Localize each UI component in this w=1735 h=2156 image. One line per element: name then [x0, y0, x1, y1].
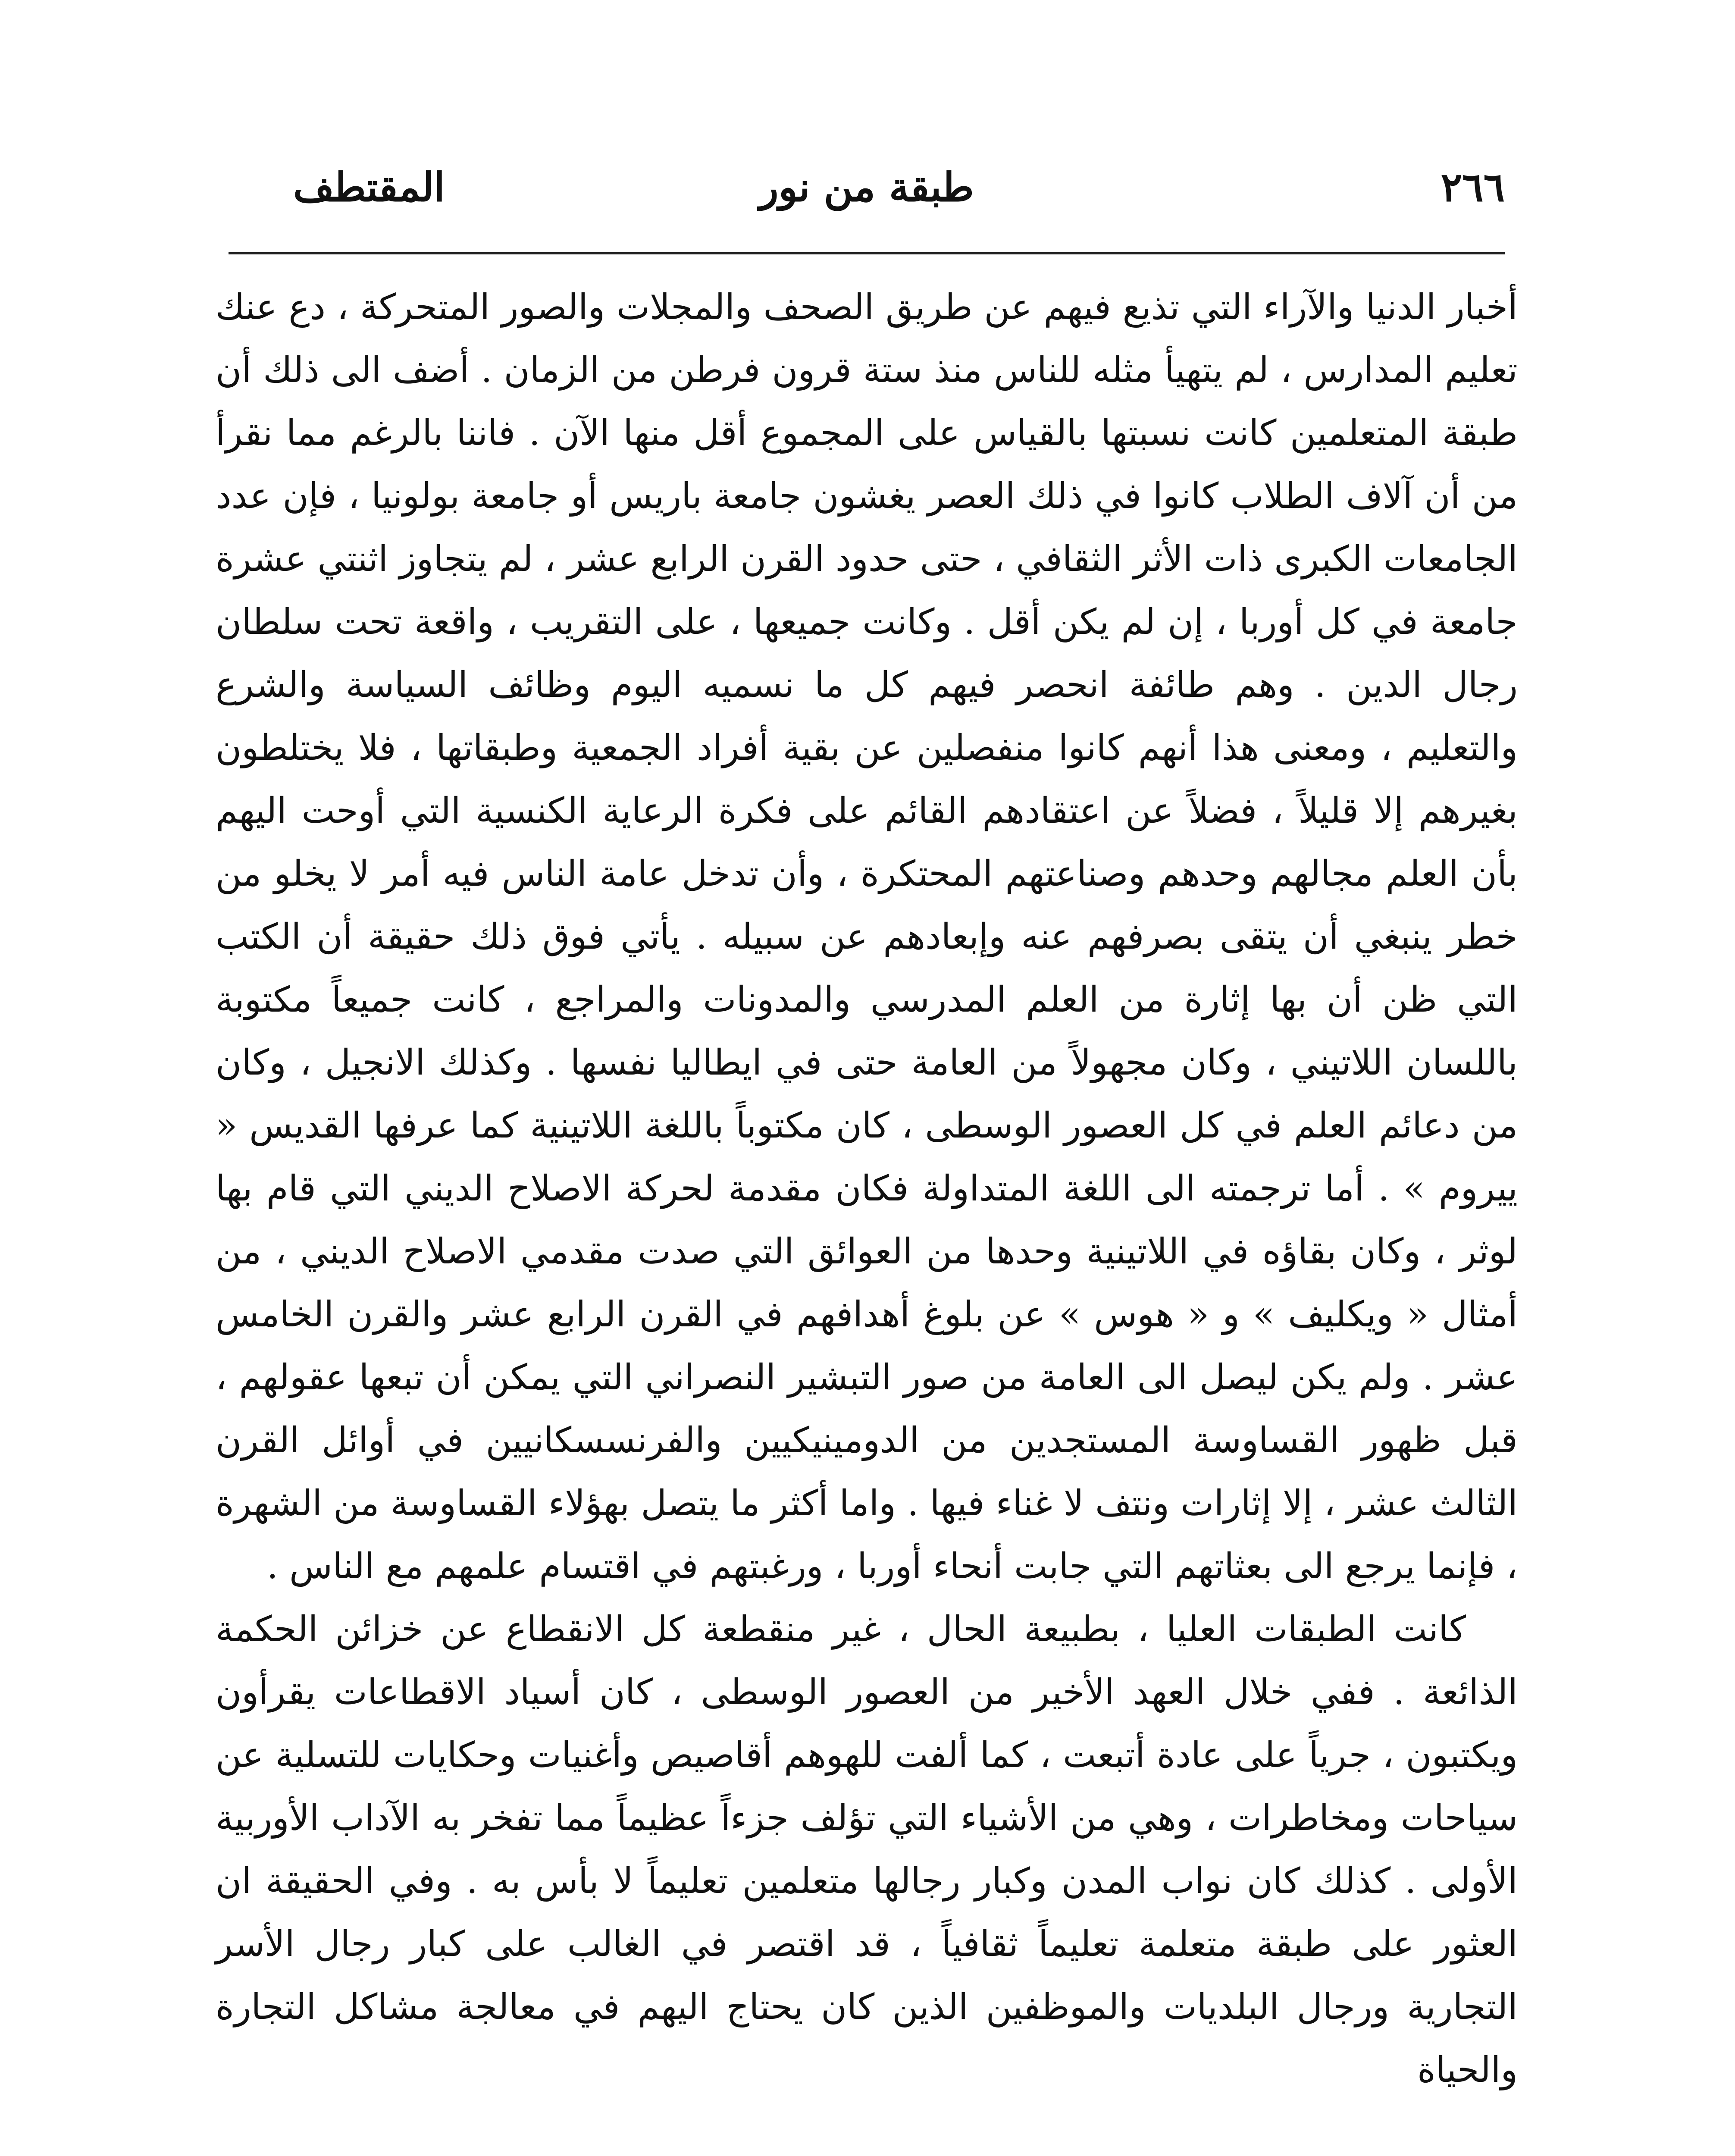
paragraph-2: كانت الطبقات العليا ، بطبيعة الحال ، غير منقطعة كل الانقطاع عن خزائن الحكمة الذائعة . ففي خلال العهد الأخير من العصور الوسطى ، كان أسياد الاقطاعات يقرأون ويكتبون ، جرياً على عادة أتبعت ، كما ألفت للهوهم أقاصيص وأغنيات وحكايات للتسلية عن سياحات ومخاطرات ، وهي من الأشياء التي تؤلف جزءاً عظيماً مما تفخر به الآداب الأوربية الأولى . كذلك كان نواب المدن وكبار رجالها متعلمين تعليماً لا بأس به . وفي الحقيقة ان العثور على طبقة متعلمة تعليماً ثقافياً ، قد اقتصر في الغالب على كبار رجال الأسر التجارية ورجال البلديات والموظفين الذين كان يحتاج اليهم في معالجة مشاكل التجارة والحياة — [216, 1609, 1518, 2090]
header-rule — [229, 252, 1505, 254]
journal-name: المقتطف — [293, 164, 445, 210]
running-header — [229, 164, 1505, 229]
article-title: طبقة من نور — [759, 164, 974, 210]
body-text — [216, 276, 1518, 2102]
page-number: ٢٦٦ — [1441, 164, 1505, 210]
paragraph-1: أخبار الدنيا والآراء التي تذيع فيهم عن طريق الصحف والمجلات والصور المتحركة ، دع عنك تعليم المدارس ، لم يتهيأ مثله للناس منذ ستة قرون فرطن من الزمان . أضف الى ذلك أن طبقة المتعلمين كانت نسبتها بالقياس على المجموع أقل منها الآن . فاننا بالرغم مما نقرأ من أن آلاف الطلاب كانوا في ذلك العصر يغشون جامعة باريس أو جامعة بولونيا ، فإن عدد الجامعات الكبرى ذات الأثر الثقافي ، حتى حدود القرن الرابع عشر ، لم يتجاوز اثنتي عشرة جامعة في كل أوربا ، إن لم يكن أقل . وكانت جميعها ، على التقريب ، واقعة تحت سلطان رجال الدين . وهم طائفة انحصر فيهم كل ما نسميه اليوم وظائف السياسة والشرع والتعليم ، ومعنى هذا أنهم كانوا منفصلين عن بقية أفراد الجمعية وطبقاتها ، فلا يختلطون بغيرهم إلا قليلاً ، فضلاً عن اعتقادهم القائم على فكرة الرعاية الكنسية التي أوحت اليهم بأن العلم مجالهم وحدهم وصناعتهم المحتكرة ، وأن تدخل عامة الناس فيه أمر لا يخلو من خطر ينبغي أن يتقى بصرفهم عنه وإبعادهم عن سبيله . يأتي فوق ذلك حقيقة أن الكتب التي ظن أن بها إثارة من العلم المدرسي والمدونات والمراجع ، كانت جميعاً مكتوبة باللسان اللاتيني ، وكان مجهولاً من العامة حتى في ايطاليا نفسها . وكذلك الانجيل ، وكان من دعائم العلم في كل العصور الوسطى ، كان مكتوباً باللغة اللاتينية كما عرفها القديس « ييروم » . أما ترجمته الى اللغة المتداولة فكان مقدمة لحركة الاصلاح الديني التي قام بها لوثر ، وكان بقاؤه في اللاتينية وحدها من العوائق التي صدت مقدمي الاصلاح الديني ، من أمثال « ويكليف » و « هوس » عن بلوغ أهدافهم في القرن الرابع عشر والقرن الخامس عشر . ولم يكن ليصل الى العامة من صور التبشير النصراني التي يمكن أن تبعها عقولهم ، قبل ظهور القساوسة المستجدين من الدومينيكيين والفرنسسكانيين في أوائل القرن الثالث عشر ، إلا إثارات ونتف لا غناء فيها . واما أكثر ما يتصل بهؤلاء القساوسة من الشهرة ، فإنما يرجع الى بعثاتهم التي جابت أنحاء أوربا ، ورغبتهم في اقتسام علمهم مع الناس . — [216, 287, 1518, 1587]
